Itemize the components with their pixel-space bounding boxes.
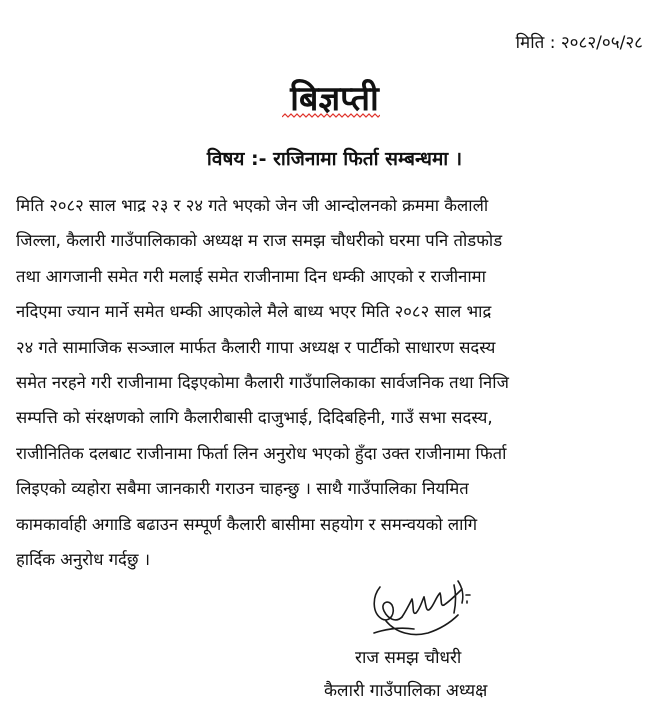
notice-body xyxy=(16,188,656,577)
body-line: हार्दिक अनुरोध गर्दछु । xyxy=(16,549,151,569)
signer-title: कैलारी गाउँपालिका अध्यक्ष xyxy=(324,681,488,701)
handwritten-signature xyxy=(366,573,478,643)
signer-name: राज समझ चौधरी xyxy=(355,648,462,668)
body-line: तथा आगजानी समेत गरी मलाई समेत राजीनामा दिन धम्की आएको र राजीनामा xyxy=(16,266,486,286)
body-line: समेत नरहने गरी राजीनामा दिइएकोमा कैलारी गाउँपालिकाका सार्वजनिक तथा निजि xyxy=(16,372,509,392)
body-line: कामकार्वाही अगाडि बढाउन सम्पूर्ण कैलारी बासीमा सहयोग र समन्वयको लागि xyxy=(16,514,478,534)
notice-date: मिति : २०८२/०५/२८ xyxy=(515,33,643,53)
body-line: नदिएमा ज्यान मार्ने समेत धम्की आएकोले मैले बाध्य भएर मिति २०८२ साल भाद्र xyxy=(16,302,492,322)
body-line: २४ गते सामाजिक सञ्जाल मार्फत कैलारी गापा अध्यक्ष र पार्टीको साधारण सदस्य xyxy=(16,337,496,357)
body-line: लिइएको व्यहोरा सबैमा जानकारी गराउन चाहन्छु । साथै गाउँपालिका नियमित xyxy=(16,479,469,499)
body-line: मिति २०८२ साल भाद्र २३ र २४ गते भएको जेन जी आन्दोलनको क्रममा कैलाली xyxy=(16,196,489,215)
body-line: जिल्ला, कैलारी गाउँपालिकाको अध्यक्ष म राज समझ चौधरीको घरमा पनि तोडफोड xyxy=(16,231,503,251)
body-line: राजीनितिक दलबाट राजीनामा फिर्ता लिन अनुरोध भएको हुँदा उक्त राजीनामा फिर्ता xyxy=(16,443,507,463)
notice-subject: विषय :- राजिनामा फिर्ता सम्बन्धमा । xyxy=(206,148,463,170)
body-line: सम्पत्ति को संरक्षणको लागि कैलारीबासी दाजुभाई, दिदिबहिनी, गाउँ सभा सदस्य, xyxy=(16,408,493,428)
spellcheck-underline xyxy=(282,113,380,119)
notice-title: बिज्ञप्ती xyxy=(290,79,379,119)
